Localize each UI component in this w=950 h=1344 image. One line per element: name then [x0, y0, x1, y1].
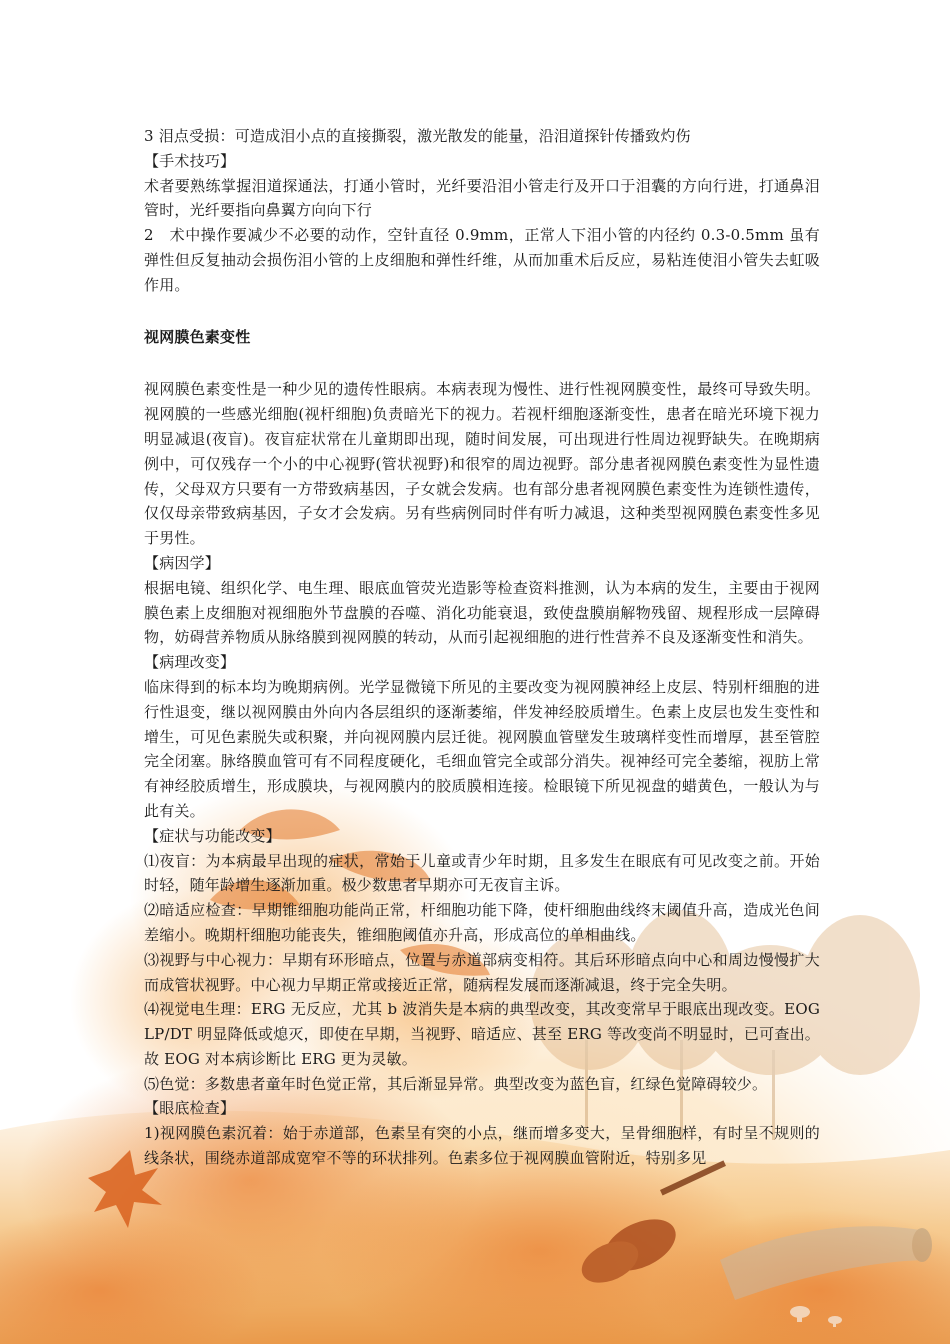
symptom-dark-adaptation: ⑵暗适应检查：早期锥细胞功能尚正常，杆细胞功能下降，使杆细胞曲线终末阈值升高，造成光色间差缩小。晚期杆细胞功能丧失，锥细胞阈值亦升高，形成高位的单相曲线。 — [144, 901, 820, 944]
document-body — [144, 124, 820, 1171]
paragraph-pathology: 临床得到的标本均为晚期病例。光学显微镜下所见的主要改变为视网膜神经上皮层、特别杆细胞的进行性退变，继以视网膜由外向内各层组织的逐渐萎缩，伴发神经胶质增生。色素上皮层也发生变性和增生，可见色素脱失或积聚，并向视网膜内层迁徙。视网膜血管壁发生玻璃样变性而增厚，甚至管腔完全闭塞。脉络膜血管可有不同程度硬化，毛细血管完全或部分消失。视神经可完全萎缩，视肪上常有神经胶质增生，形成膜块，与视网膜内的胶质膜相连接。检眼镜下所见视盘的蜡黄色，一般认为与此有关。 — [144, 677, 820, 820]
tag-pathology: 【病理改变】 — [144, 653, 236, 672]
item-punctum-injury: 3 泪点受损：可造成泪小点的直接撕裂，激光散发的能量，沿泪道探针传播致灼伤 — [144, 127, 691, 145]
paragraph-intro: 视网膜色素变性是一种少见的遗传性眼病。本病表现为慢性、进行性视网膜变性，最终可导致失明。视网膜的一些感光细胞(视杆细胞)负责暗光下的视力。若视杆细胞逐渐变性，患者在暗光环境下视力明显减退(夜盲)。夜盲症状常在儿童期即出现，随时间发展，可出现进行性周边视野缺失。在晚期病例中，可仅残存一个小的中心视野(管状视野)和很窄的周边视野。部分患者视网膜色素变性为显性遗传，父母双方只要有一方带致病基因，子女就会发病。也有部分患者视网膜色素变性为连锁性遗传，仅仅母亲带致病基因，子女才会发病。另有些病例同时伴有听力减退，这种类型视网膜色素变性多见于男性。 — [144, 380, 820, 548]
paragraph-technique-1: 术者要熟练掌握泪道探通法，打通小管时，光纤要沿泪小管走行及开口于泪囊的方向行进，打通鼻泪管时，光纤要指向鼻翼方向向下行 — [144, 176, 820, 220]
tag-fundus-exam: 【眼底检查】 — [144, 1099, 236, 1118]
tag-surgical-technique: 【手术技巧】 — [144, 151, 236, 170]
symptom-electrophysiology: ⑷视觉电生理：ERG 无反应，尤其 b 波消失是本病的典型改变，其改变常早于眼底出现改变。EOG LP/DT 明显降低或熄灭，即使在早期，当视野、暗适应、甚至 ERG 等改变尚不明显时，已可查出。故 EOG 对本病诊断比 ERG 更为灵敏。 — [144, 1000, 820, 1068]
tag-etiology: 【病因学】 — [144, 553, 221, 572]
paragraph-etiology: 根据电镜、组织化学、电生理、眼底血管荧光造影等检查资料推测，认为本病的发生，主要由于视网膜色素上皮细胞对视细胞外节盘膜的吞噬、消化功能衰退，致使盘膜崩解物残留、规程形成一层障碍物，妨碍营养物质从脉络膜到视网膜的转动，从而引起视细胞的进行性营养不良及逐渐变性和消失。 — [144, 578, 820, 647]
symptom-night-blindness: ⑴夜盲：为本病最早出现的症状，常始于儿童或青少年时期，且多发生在眼底有可见改变之前。开始时轻，随年龄增生逐渐加重。极少数患者早期亦可无夜盲主诉。 — [144, 851, 820, 895]
symptom-color-vision: ⑸色觉：多数患者童年时色觉正常，其后渐显异常。典型改变为蓝色盲，红绿色觉障碍较少。 — [144, 1074, 768, 1093]
paragraph-technique-2: 2 术中操作要减少不必要的动作，空针直径 0.9mm，正常人下泪小管的内径约 0.3-0.5mm 虽有弹性但反复抽动会损伤泪小管的上皮细胞和弹性纤维，从而加重术后反应，易粘连使泪小管失去虹吸作用。 — [144, 226, 820, 294]
symptom-visual-field: ⑶视野与中心视力：早期有环形暗点，位置与赤道部病变相符。其后环形暗点向中心和周边慢慢扩大而成管状视野。中心视力早期正常或接近正常，随病程发展而逐渐减退，终于完全失明。 — [144, 950, 820, 994]
paragraph-fundus-1: 1)视网膜色素沉着：始于赤道部，色素呈有突的小点，继而增多变大，呈骨细胞样，有时呈不规则的线条状，围绕赤道部成宽窄不等的环状排列。色素多位于视网膜血管附近，特别多见 — [144, 1124, 820, 1168]
tag-symptoms: 【症状与功能改变】 — [144, 826, 281, 845]
section-title: 视网膜色素变性 — [144, 327, 251, 346]
